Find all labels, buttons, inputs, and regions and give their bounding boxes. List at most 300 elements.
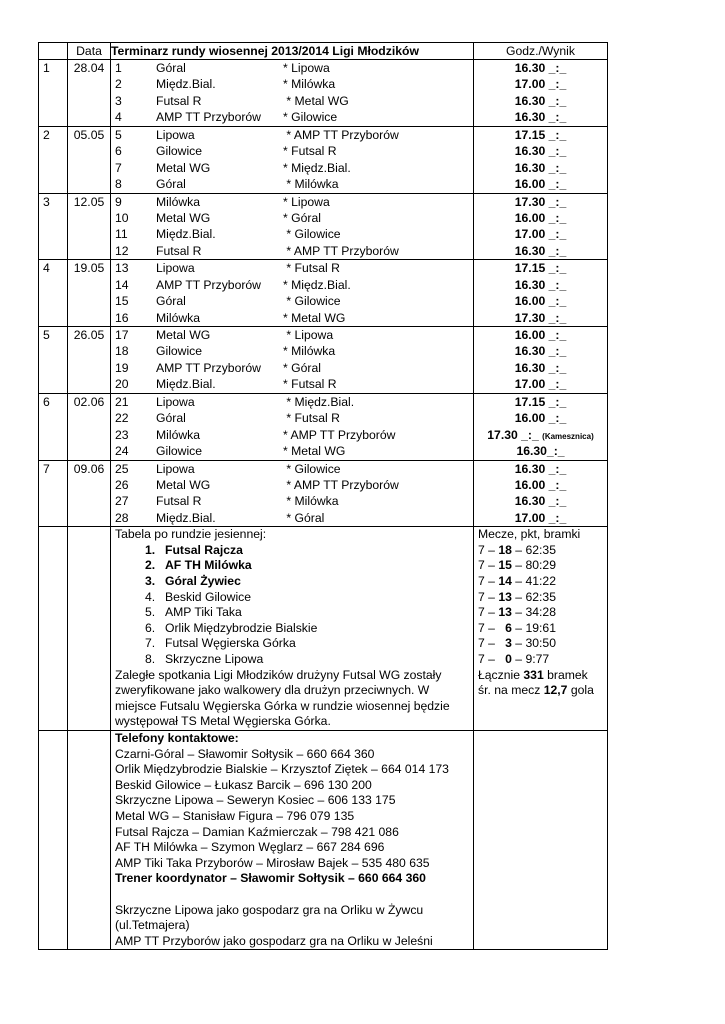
- away-team: * Góral: [283, 360, 321, 375]
- match-time-value: 17.30 _:_: [514, 194, 567, 209]
- round-number-cell: [39, 126, 68, 193]
- away-team: * Gilowice: [283, 227, 341, 242]
- match-time: [474, 243, 607, 259]
- team-points: 14: [498, 574, 512, 589]
- match-number: 27: [115, 494, 129, 509]
- round-date-cell: [68, 393, 111, 460]
- team-goals: 80:29: [525, 558, 556, 573]
- home-team: Góral: [156, 294, 186, 309]
- match-number: 13: [115, 261, 129, 276]
- home-team: Milówka: [156, 427, 201, 442]
- match-time: [474, 210, 607, 226]
- match-time: [474, 327, 607, 343]
- match-time: [474, 343, 607, 359]
- match-line: [111, 143, 473, 159]
- match-time-value: 16.30_:_: [516, 444, 565, 459]
- team-matches: 7: [478, 542, 485, 557]
- standings-row: [39, 527, 608, 731]
- round-number: 5: [43, 328, 50, 342]
- home-team: Milówka: [156, 310, 201, 325]
- empty-cell: [68, 730, 111, 949]
- times-cell: [474, 126, 608, 193]
- standings-note: Zaległe spotkania Ligi Młodzików drużyny Futsal WG zostały zweryfikowane jako walkowery dla drużyn przeciwnych. W miejsce Futsalu Węgierska Górka w rundzie wiosennej będzie występował TS Metal Węgierska Górka.: [115, 667, 450, 729]
- team-matches: 7: [478, 652, 485, 666]
- match-time-value: 17.00 _:_: [514, 510, 567, 525]
- round-date: 19.05: [73, 261, 105, 276]
- empty-cell: [474, 730, 608, 949]
- header-date: Data: [68, 43, 111, 60]
- match-number: 26: [115, 477, 129, 492]
- round-number: 4: [43, 261, 50, 276]
- match-time: [474, 477, 607, 493]
- contact-line: Skrzyczne Lipowa – Seweryn Kosiec – 606 133 175: [115, 793, 396, 808]
- match-line: [111, 410, 473, 426]
- venue-note-lipowa: Skrzyczne Lipowa jako gospodarz gra na Orliku w Żywcu (ul.Tetmajera): [115, 902, 424, 933]
- team-stats: 7 – 6 – 19:61: [478, 620, 556, 635]
- away-team: * AMP TT Przyborów: [283, 477, 399, 492]
- match-line: [111, 510, 473, 526]
- match-line: [111, 277, 473, 293]
- match-time: [474, 60, 607, 76]
- team-position: 3.: [145, 574, 156, 589]
- match-line: [111, 477, 473, 493]
- round-row: [39, 126, 608, 193]
- away-team: * Międz.Bial.: [283, 394, 355, 409]
- match-time-value: 16.30 _:_: [514, 360, 567, 375]
- match-line: [111, 210, 473, 226]
- away-team: * Milówka: [283, 494, 339, 509]
- times-cell: [474, 327, 608, 394]
- match-time-value: 17.30 _:_: [487, 427, 539, 442]
- home-team: Futsal R: [156, 243, 202, 258]
- matches-cell: [111, 460, 474, 527]
- standings-team: [111, 621, 473, 637]
- contact-line: Czarni-Góral – Sławomir Sołtysik – 660 664 360: [115, 746, 375, 761]
- team-stats: 7 – 18 – 62:35: [478, 542, 556, 557]
- home-team: Metal WG: [156, 160, 211, 175]
- match-line: [111, 293, 473, 309]
- match-time-value: 16.30 _:_: [514, 344, 567, 359]
- match-line: [111, 260, 473, 276]
- away-team: * Lipowa: [283, 61, 330, 75]
- match-time: [474, 310, 607, 326]
- match-number: 23: [115, 427, 129, 442]
- times-cell: [474, 60, 608, 127]
- match-line: [111, 493, 473, 509]
- empty-cell: [68, 527, 111, 731]
- round-number-cell: [39, 193, 68, 260]
- team-name: Orlik Międzybrodzie Bialskie: [165, 620, 318, 635]
- match-line: [111, 443, 473, 459]
- team-matches: 7: [478, 589, 485, 604]
- match-time: [474, 76, 607, 92]
- match-time: [474, 109, 607, 125]
- match-line: [111, 76, 473, 92]
- contacts-cell: [111, 730, 474, 949]
- team-matches: 7: [478, 605, 485, 620]
- match-time: [474, 260, 607, 276]
- away-team: * Góral: [283, 510, 325, 525]
- match-line: [111, 194, 473, 210]
- team-points: 13: [498, 605, 512, 620]
- team-points: 15: [498, 558, 512, 573]
- matches-cell: [111, 193, 474, 260]
- round-number: 2: [43, 127, 50, 142]
- round-date-cell: [68, 327, 111, 394]
- match-time-value: 16.30 _:_: [514, 243, 567, 258]
- match-number: 16: [115, 310, 129, 325]
- home-team: AMP TT Przyborów: [156, 360, 261, 375]
- home-team: Gilowice: [156, 444, 203, 459]
- team-goals: 9:77: [525, 652, 550, 666]
- match-number: 25: [115, 461, 129, 476]
- round-date: 26.05: [73, 328, 105, 342]
- match-number: 3: [115, 93, 122, 108]
- header-row: [39, 43, 608, 60]
- team-matches: 7: [478, 574, 485, 589]
- header-result: Godz./Wynik: [474, 43, 608, 60]
- standings-team: [111, 574, 473, 590]
- home-team: Futsal R: [156, 93, 202, 108]
- contacts-heading: Telefony kontaktowe:: [115, 730, 239, 745]
- match-number: 5: [115, 127, 122, 142]
- away-team: * Futsal R: [283, 261, 340, 276]
- match-number: 15: [115, 294, 129, 309]
- match-number: 4: [115, 110, 122, 125]
- away-team: * Futsal R: [283, 144, 337, 159]
- standings-team: [111, 558, 473, 574]
- total-unit: bramek: [543, 667, 588, 682]
- contact-line: Metal WG – Stanisław Figura – 796 079 135: [115, 808, 355, 823]
- average-value: 12,7: [543, 683, 568, 698]
- match-time: [474, 376, 607, 392]
- match-time: [474, 93, 607, 109]
- match-line: [111, 376, 473, 392]
- away-team: * Milówka: [283, 344, 336, 359]
- away-team: * Metal WG: [283, 93, 349, 108]
- round-date-cell: [68, 460, 111, 527]
- home-team: Gilowice: [156, 144, 203, 159]
- team-points: 13: [498, 589, 512, 604]
- team-matches: 7: [478, 636, 485, 651]
- round-row: [39, 193, 608, 260]
- round-number-cell: [39, 460, 68, 527]
- matches-cell: [111, 327, 474, 394]
- home-team: AMP TT Przyborów: [156, 110, 261, 125]
- away-team: * Futsal R: [283, 411, 340, 426]
- standings-stats-cell: [474, 527, 608, 731]
- away-team: * AMP TT Przyborów: [283, 427, 396, 442]
- away-team: * Gilowice: [283, 110, 338, 125]
- team-points: 0: [505, 652, 512, 666]
- round-number-cell: [39, 327, 68, 394]
- away-team: * Lipowa: [283, 194, 330, 209]
- match-time-value: 17.15 _:_: [514, 261, 567, 276]
- round-number-cell: [39, 60, 68, 127]
- match-time-value: 16.00 _:_: [514, 210, 567, 225]
- match-line: [111, 243, 473, 259]
- spacer: [111, 887, 473, 903]
- round-date: 12.05: [73, 194, 105, 209]
- match-line: [111, 394, 473, 410]
- home-team: Gilowice: [156, 344, 203, 359]
- match-number: 1: [115, 61, 122, 75]
- match-time: [474, 394, 607, 410]
- match-time: [474, 143, 607, 159]
- match-number: 17: [115, 328, 129, 342]
- team-name: Skrzyczne Lipowa: [165, 652, 264, 666]
- match-time-value: 16.30 _:_: [514, 277, 567, 292]
- match-time-value: 17.15 _:_: [514, 394, 567, 409]
- contact-line: AMP Tiki Taka Przyborów – Mirosław Bajek – 535 480 635: [115, 855, 430, 870]
- match-time: [474, 427, 607, 443]
- away-team: * Milówka: [283, 177, 339, 192]
- match-line: [111, 127, 473, 143]
- round-date-cell: [68, 193, 111, 260]
- home-team: Milówka: [156, 194, 201, 209]
- home-team: Międz.Bial.: [156, 510, 216, 525]
- team-goals: 19:61: [525, 620, 556, 635]
- round-date-cell: [68, 126, 111, 193]
- round-row: [39, 60, 608, 127]
- match-time-value: 16.00 _:_: [514, 294, 567, 309]
- empty-cell: [39, 527, 68, 731]
- team-position: 7.: [145, 636, 156, 651]
- coordinator-line: Trener koordynator – Sławomir Sołtysik – 660 664 360: [115, 871, 426, 886]
- match-number: 11: [115, 227, 128, 242]
- home-team: Lipowa: [156, 127, 195, 142]
- match-time: [474, 360, 607, 376]
- team-name: Futsal Rajcza: [165, 542, 243, 557]
- home-team: Międz.Bial.: [156, 377, 216, 392]
- round-date-cell: [68, 60, 111, 127]
- team-position: 8.: [145, 652, 156, 666]
- round-date-cell: [68, 260, 111, 327]
- match-number: 6: [115, 144, 122, 159]
- team-position: 1.: [145, 542, 156, 557]
- away-team: * AMP TT Przyborów: [283, 127, 399, 142]
- home-team: AMP TT Przyborów: [156, 277, 261, 292]
- match-number: 10: [115, 210, 129, 225]
- match-number: 7: [115, 160, 122, 175]
- team-stats: 7 – 13 – 34:28: [478, 605, 556, 620]
- standings-team: [111, 652, 473, 668]
- times-cell: [474, 393, 608, 460]
- match-line: [111, 360, 473, 376]
- away-team: * Góral: [283, 210, 321, 225]
- match-time: [474, 410, 607, 426]
- team-matches: 7: [478, 620, 485, 635]
- team-stats: 7 – 0 – 9:77: [478, 652, 550, 666]
- away-team: * AMP TT Przyborów: [283, 243, 399, 258]
- away-team: * Futsal R: [283, 377, 337, 392]
- round-number: 6: [43, 394, 50, 409]
- match-time-value: 16.00 _:_: [514, 477, 567, 492]
- match-time-value: 17.00 _:_: [514, 227, 567, 242]
- average-label: śr. na mecz: [478, 683, 544, 698]
- standings-team: [111, 543, 473, 559]
- match-number: 20: [115, 377, 129, 392]
- total-goals: [474, 668, 607, 684]
- match-time-value: 17.15 _:_: [514, 127, 567, 142]
- contact-line: Orlik Międzybrodzie Bialskie – Krzysztof Ziętek – 664 014 173: [115, 762, 449, 777]
- team-position: 5.: [145, 605, 156, 620]
- match-time: [474, 443, 607, 459]
- home-team: Góral: [156, 61, 186, 75]
- match-line: [111, 461, 473, 477]
- home-team: Międz.Bial.: [156, 77, 216, 92]
- round-row: [39, 327, 608, 394]
- times-cell: [474, 460, 608, 527]
- team-position: 2.: [145, 558, 156, 573]
- round-date: 28.04: [73, 61, 105, 75]
- match-time: [474, 194, 607, 210]
- match-venue-note: (Kamesznica): [542, 431, 594, 441]
- match-time-value: 16.30 _:_: [514, 461, 567, 476]
- standings-team: [111, 590, 473, 606]
- matches-cell: [111, 393, 474, 460]
- contact-line: Futsal Rajcza – Damian Kaźmierczak – 798 421 086: [115, 824, 399, 839]
- schedule-table: [38, 42, 608, 950]
- match-number: 14: [115, 277, 129, 292]
- team-goals: 34:28: [525, 605, 556, 620]
- times-cell: [474, 193, 608, 260]
- team-points: 6: [505, 620, 512, 635]
- match-line: [111, 226, 473, 242]
- team-name: Beskid Gilowice: [165, 589, 252, 604]
- round-row: [39, 460, 608, 527]
- home-team: Metal WG: [156, 477, 211, 492]
- team-matches: 7: [478, 558, 485, 573]
- match-time: [474, 160, 607, 176]
- home-team: Metal WG: [156, 210, 211, 225]
- contact-line: Beskid Gilowice – Łukasz Barcik – 696 130 200: [115, 777, 372, 792]
- match-time-value: 16.00 _:_: [514, 328, 567, 342]
- standings-team: [111, 636, 473, 652]
- team-position: 4.: [145, 589, 156, 604]
- match-line: [111, 176, 473, 192]
- standings-heading: Tabela po rundzie jesiennej:: [115, 527, 267, 542]
- team-stats: 7 – 13 – 62:35: [478, 589, 556, 604]
- standings-cell: [111, 527, 474, 731]
- round-number: 7: [43, 461, 50, 476]
- match-time: [474, 127, 607, 143]
- home-team: Międz.Bial.: [156, 227, 216, 242]
- match-line: [111, 60, 473, 76]
- match-number: 22: [115, 411, 129, 426]
- match-time: [474, 493, 607, 509]
- match-line: [111, 327, 473, 343]
- venue-note-przyborow: AMP TT Przyborów jako gospodarz gra na Orliku w Jeleśni: [115, 933, 433, 948]
- away-team: * Metal WG: [283, 444, 346, 459]
- team-goals: 41:22: [525, 574, 556, 589]
- match-time-value: 16.00 _:_: [514, 411, 567, 426]
- team-points: 18: [498, 542, 512, 557]
- team-points: 3: [505, 636, 512, 651]
- contacts-row: [39, 730, 608, 949]
- team-name: AF TH Milówka: [165, 558, 252, 573]
- team-name: Góral Żywiec: [165, 574, 241, 589]
- team-stats: 7 – 3 – 30:50: [478, 636, 556, 651]
- match-time-value: 17.30 _:_: [514, 310, 567, 325]
- match-line: [111, 427, 473, 443]
- contact-line: AF TH Milówka – Szymon Węglarz – 667 284 696: [115, 840, 385, 855]
- round-date: 05.05: [73, 127, 105, 142]
- home-team: Metal WG: [156, 328, 211, 342]
- home-team: Góral: [156, 411, 186, 426]
- matches-cell: [111, 60, 474, 127]
- header-round-cell: [39, 43, 68, 60]
- team-position: 6.: [145, 620, 156, 635]
- total-value: 331: [523, 667, 544, 682]
- away-team: * Metal WG: [283, 310, 346, 325]
- away-team: * Międz.Bial.: [283, 277, 351, 292]
- match-time-value: 16.30 _:_: [514, 93, 567, 108]
- match-line: [111, 310, 473, 326]
- match-line: [111, 109, 473, 125]
- round-number-cell: [39, 260, 68, 327]
- team-goals: 30:50: [525, 636, 556, 651]
- average-goals: [474, 683, 607, 699]
- matches-cell: [111, 126, 474, 193]
- home-team: Futsal R: [156, 494, 202, 509]
- match-number: 18: [115, 344, 129, 359]
- standings-team: [111, 605, 473, 621]
- round-row: [39, 260, 608, 327]
- match-number: 12: [115, 243, 129, 258]
- empty-cell: [39, 730, 68, 949]
- match-number: 8: [115, 177, 122, 192]
- round-date: 09.06: [73, 461, 105, 476]
- match-time-value: 16.00 _:_: [514, 177, 567, 192]
- round-row: [39, 393, 608, 460]
- match-number: 28: [115, 510, 129, 525]
- away-team: * Gilowice: [283, 294, 341, 309]
- round-number: 3: [43, 194, 50, 209]
- match-time-value: 16.30 _:_: [514, 160, 567, 175]
- round-number: 1: [43, 61, 50, 75]
- team-name: Futsal Węgierska Górka: [165, 636, 296, 651]
- times-cell: [474, 260, 608, 327]
- match-number: 9: [115, 194, 122, 209]
- round-date: 02.06: [73, 394, 105, 409]
- away-team: * Milówka: [283, 77, 336, 92]
- match-time-value: 17.00 _:_: [514, 77, 567, 92]
- match-time: [474, 510, 607, 526]
- match-time-value: 16.30 _:_: [514, 110, 567, 125]
- match-time: [474, 293, 607, 309]
- match-line: [111, 343, 473, 359]
- average-unit: gola: [567, 683, 594, 698]
- match-line: [111, 160, 473, 176]
- match-number: 21: [115, 394, 129, 409]
- match-line: [111, 93, 473, 109]
- team-stats: 7 – 14 – 41:22: [478, 574, 556, 589]
- header-title: Terminarz rundy wiosennej 2013/2014 Ligi Młodzików: [111, 43, 474, 60]
- home-team: Lipowa: [156, 461, 195, 476]
- match-time-value: 16.30 _:_: [514, 144, 567, 159]
- team-goals: 62:35: [525, 542, 556, 557]
- match-number: 2: [115, 77, 122, 92]
- team-stats: 7 – 15 – 80:29: [478, 558, 556, 573]
- matches-cell: [111, 260, 474, 327]
- home-team: Lipowa: [156, 394, 195, 409]
- team-name: AMP Tiki Taka: [165, 605, 242, 620]
- match-time-value: 17.00 _:_: [514, 377, 567, 392]
- team-goals: 62:35: [525, 589, 556, 604]
- match-number: 24: [115, 444, 129, 459]
- stats-heading: Mecze, pkt, bramki: [478, 527, 581, 542]
